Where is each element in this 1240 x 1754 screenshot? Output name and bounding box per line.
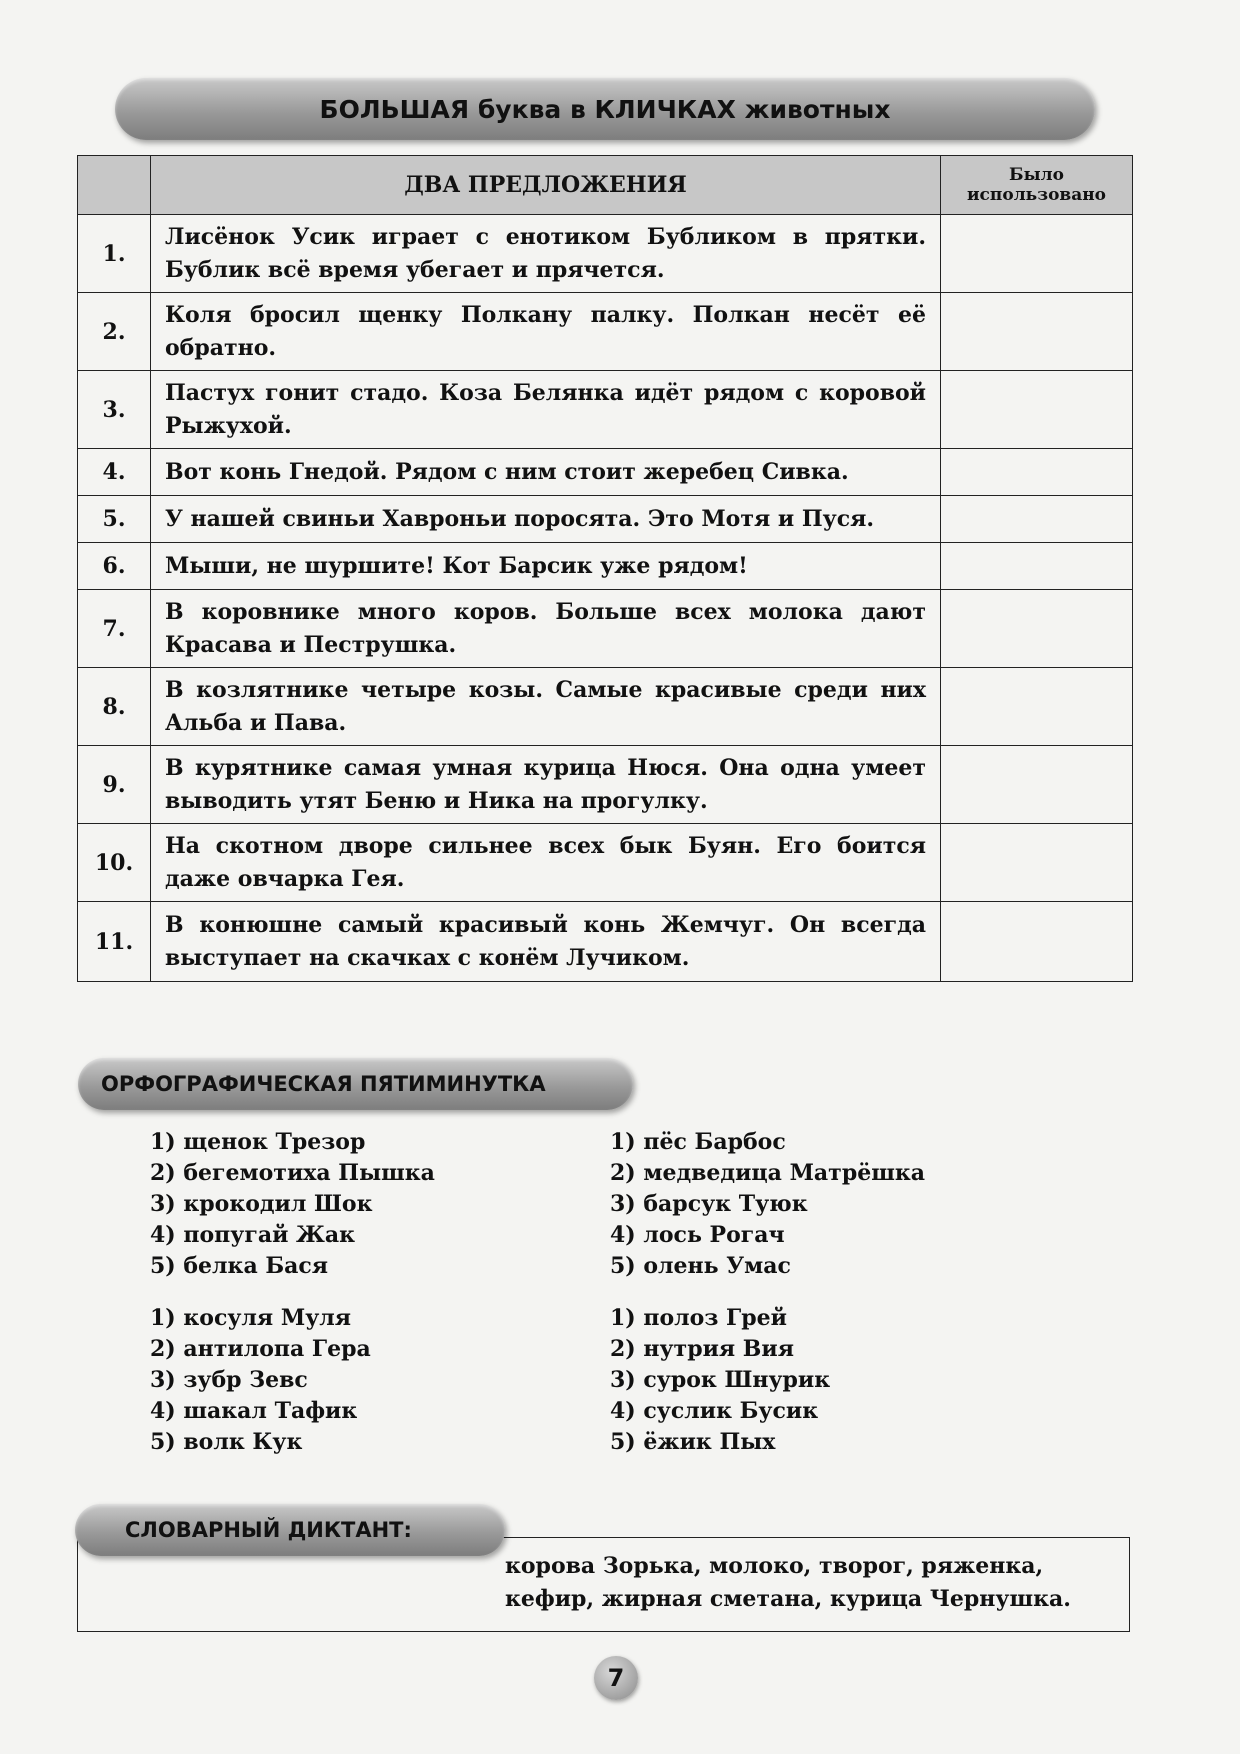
orthography-banner: [78, 1058, 633, 1110]
row-number: 6.: [78, 543, 151, 590]
row-sentence: Коля бросил щенку Полкану палку. Полкан несёт её обратно.: [151, 293, 941, 371]
list-item: 5) олень Умас: [610, 1253, 791, 1279]
list-item: 2) медведица Матрёшка: [610, 1160, 925, 1186]
row-used-cell[interactable]: [941, 590, 1133, 668]
row-sentence: Пастух гонит стадо. Коза Белянка идёт рядом с коровой Рыжухой.: [151, 371, 941, 449]
list-item: 1) косуля Муля: [150, 1305, 352, 1331]
table-row: [78, 668, 1133, 746]
row-sentence: В курятнике самая умная курица Нюся. Она одна умеет выводить утят Беню и Ника на прогулку.: [151, 746, 941, 824]
orthography-title: ОРФОГРАФИЧЕСКАЯ ПЯТИМИНУТКА: [101, 1072, 546, 1096]
dictation-line: корова Зорька, молоко, творог, ряженка,: [505, 1553, 1044, 1579]
table-header-row: [78, 156, 1133, 215]
row-used-cell[interactable]: [941, 215, 1133, 293]
list-item: 3) сурок Шнурик: [610, 1367, 831, 1393]
section-title-banner: [115, 78, 1095, 140]
row-number: 11.: [78, 902, 151, 982]
table-row: [78, 371, 1133, 449]
row-number: 8.: [78, 668, 151, 746]
list-item: 5) волк Кук: [150, 1429, 303, 1455]
row-used-cell[interactable]: [941, 746, 1133, 824]
list-item: 2) нутрия Вия: [610, 1336, 794, 1362]
row-number: 3.: [78, 371, 151, 449]
row-used-cell[interactable]: [941, 449, 1133, 496]
page-number: 7: [607, 1664, 625, 1692]
list-item: 1) полоз Грей: [610, 1305, 787, 1331]
dictation-title: СЛОВАРНЫЙ ДИКТАНТ:: [125, 1518, 412, 1542]
list-item: 3) зубр Зевс: [150, 1367, 308, 1393]
table-row: [78, 215, 1133, 293]
row-used-cell[interactable]: [941, 371, 1133, 449]
row-number: 4.: [78, 449, 151, 496]
number-column-header: [78, 156, 151, 215]
orthography-group-3: [150, 1303, 371, 1458]
page-title: БОЛЬШАЯ буква в КЛИЧКАХ животных: [319, 94, 891, 124]
row-sentence: Вот конь Гнедой. Рядом с ним стоит жеребец Сивка.: [151, 449, 941, 496]
table-row: [78, 293, 1133, 371]
row-number: 5.: [78, 496, 151, 543]
list-item: 1) пёс Барбос: [610, 1129, 786, 1155]
list-item: 5) белка Бася: [150, 1253, 329, 1279]
table-row: [78, 902, 1133, 982]
row-number: 1.: [78, 215, 151, 293]
orthography-group-1: [150, 1127, 435, 1282]
list-item: 4) суслик Бусик: [610, 1398, 819, 1424]
table-row: [78, 746, 1133, 824]
dictation-line: кефир, жирная сметана, курица Чернушка.: [505, 1586, 1071, 1612]
table-row: [78, 449, 1133, 496]
list-item: 3) крокодил Шок: [150, 1191, 373, 1217]
list-item: 4) лось Рогач: [610, 1222, 785, 1248]
list-item: 4) шакал Тафик: [150, 1398, 358, 1424]
list-item: 4) попугай Жак: [150, 1222, 356, 1248]
row-number: 7.: [78, 590, 151, 668]
row-used-cell[interactable]: [941, 824, 1133, 902]
sentences-table: [77, 155, 1133, 982]
row-number: 10.: [78, 824, 151, 902]
orthography-group-4: [610, 1303, 830, 1458]
row-sentence: Мыши, не шуршите! Кот Барсик уже рядом!: [151, 543, 941, 590]
row-sentence: Лисёнок Усик играет с енотиком Бубликом в прятки. Бублик всё время убегает и прячется.: [151, 215, 941, 293]
dictation-banner: [75, 1504, 505, 1556]
row-sentence: На скотном дворе сильнее всех бык Буян. Его боится даже овчарка Гея.: [151, 824, 941, 902]
dictation-text: [505, 1550, 1085, 1616]
row-number: 9.: [78, 746, 151, 824]
table-row: [78, 496, 1133, 543]
table-row: [78, 824, 1133, 902]
sentences-column-header: ДВА ПРЕДЛОЖЕНИЯ: [151, 156, 941, 215]
table-row: [78, 543, 1133, 590]
list-item: 1) щенок Трезор: [150, 1129, 366, 1155]
row-number: 2.: [78, 293, 151, 371]
row-used-cell[interactable]: [941, 668, 1133, 746]
row-sentence: В коровнике много коров. Больше всех молока дают Красава и Пеструшка.: [151, 590, 941, 668]
list-item: 5) ёжик Пых: [610, 1429, 776, 1455]
row-used-cell[interactable]: [941, 543, 1133, 590]
orthography-group-2: [610, 1127, 925, 1282]
table-row: [78, 590, 1133, 668]
row-sentence: В козлятнике четыре козы. Самые красивые среди них Альба и Пава.: [151, 668, 941, 746]
list-item: 3) барсук Туюк: [610, 1191, 808, 1217]
page-number-badge: [594, 1656, 638, 1700]
row-used-cell[interactable]: [941, 902, 1133, 982]
row-sentence: В конюшне самый красивый конь Жемчуг. Он всегда выступает на скачках с конём Лучиком.: [151, 902, 941, 982]
list-item: 2) антилопа Гера: [150, 1336, 371, 1362]
list-item: 2) бегемотиха Пышка: [150, 1160, 435, 1186]
row-used-cell[interactable]: [941, 293, 1133, 371]
used-column-header: Было использовано: [941, 156, 1133, 215]
row-sentence: У нашей свиньи Хавроньи поросята. Это Мотя и Пуся.: [151, 496, 941, 543]
row-used-cell[interactable]: [941, 496, 1133, 543]
